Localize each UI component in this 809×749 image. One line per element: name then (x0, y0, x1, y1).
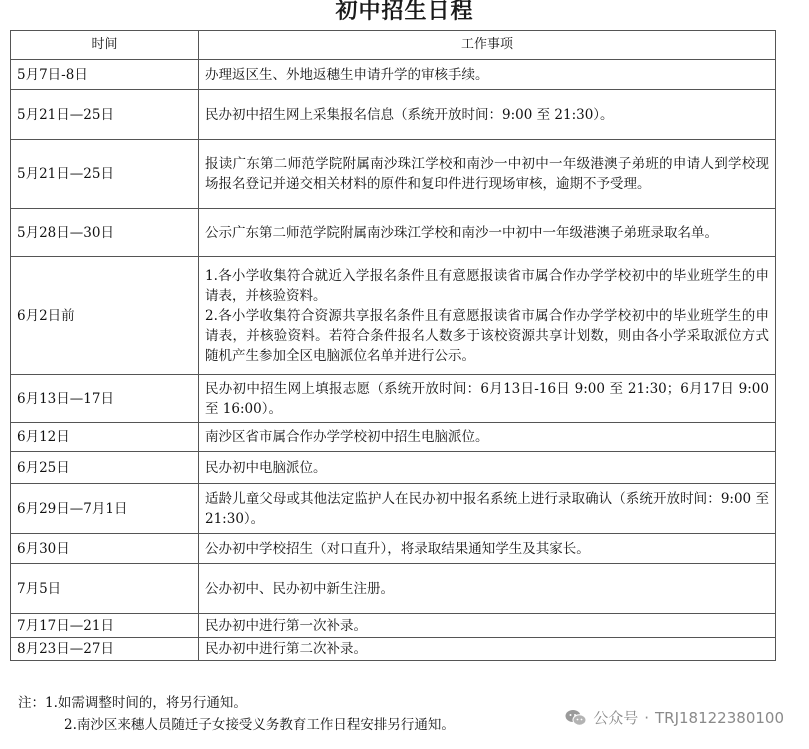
schedule-table (10, 30, 776, 661)
row-time: 5月21日—25日 (11, 140, 199, 209)
header-time: 时间 (11, 31, 199, 60)
row-time: 5月7日-8日 (11, 60, 199, 90)
row-time: 7月17日—21日 (11, 614, 199, 638)
table-row (11, 257, 776, 375)
row-task: 办理返区生、外地返穗生申请升学的审核手续。 (199, 60, 776, 90)
table-row (11, 614, 776, 638)
table-row (11, 452, 776, 484)
row-task: 适龄儿童父母或其他法定监护人在民办初中报名系统上进行录取确认（系统开放时间：9:00 至 21:30）。 (199, 484, 776, 534)
row-time: 8月23日—27日 (11, 638, 199, 661)
page-title: 初中招生日程 (335, 0, 474, 24)
table-row (11, 564, 776, 614)
row-task: 民办初中进行第二次补录。 (199, 638, 776, 661)
task-item: 1.各小学收集符合就近入学报名条件且有意愿报读省市属合作办学学校初中的毕业班学生的申请表，并核验资料。 (205, 267, 769, 304)
note-line: 注：1.如需调整时间的，将另行通知。 (18, 695, 247, 711)
table-row (11, 90, 776, 140)
row-time: 7月5日 (11, 564, 199, 614)
row-task: 公示广东第二师范学院附属南沙珠江学校和南沙一中初中一年级港澳子弟班录取名单。 (199, 209, 776, 257)
row-task: 民办初中进行第一次补录。 (199, 614, 776, 638)
table-row (11, 484, 776, 534)
row-time: 5月28日—30日 (11, 209, 199, 257)
note-line: 2.南沙区来穗人员随迁子女接受义务教育工作日程安排另行通知。 (64, 717, 455, 733)
row-time: 5月21日—25日 (11, 90, 199, 140)
table-header-row (11, 31, 776, 60)
table-row (11, 375, 776, 423)
row-task: 报读广东第二师范学院附属南沙珠江学校和南沙一中初中一年级港澳子弟班的申请人到学校现场报名登记并递交相关材料的原件和复印件进行现场审核，逾期不予受理。 (199, 140, 776, 209)
row-task: 公办初中学校招生（对口直升），将录取结果通知学生及其家长。 (199, 534, 776, 564)
row-task: 民办初中招生网上填报志愿（系统开放时间：6月13日-16日 9:00 至 21:30；6月17日 9:00 至 16:00）。 (199, 375, 776, 423)
row-time: 6月12日 (11, 423, 199, 452)
row-task: 民办初中招生网上采集报名信息（系统开放时间：9:00 至 21:30）。 (199, 90, 776, 140)
watermark-account: TRJ18122380100 (655, 708, 784, 727)
watermark (565, 707, 784, 728)
row-task: 民办初中电脑派位。 (199, 452, 776, 484)
table-row (11, 638, 776, 661)
wechat-icon (565, 709, 587, 727)
row-time: 6月13日—17日 (11, 375, 199, 423)
notes (18, 692, 455, 736)
row-time: 6月29日—7月1日 (11, 484, 199, 534)
row-time: 6月2日前 (11, 257, 199, 375)
watermark-separator: · (644, 708, 649, 727)
row-time: 6月25日 (11, 452, 199, 484)
row-time: 6月30日 (11, 534, 199, 564)
row-task: 南沙区省市属合作办学学校初中招生电脑派位。 (199, 423, 776, 452)
table-row (11, 209, 776, 257)
table-row (11, 140, 776, 209)
row-task (199, 257, 776, 375)
header-task: 工作事项 (199, 31, 776, 60)
row-task: 公办初中、民办初中新生注册。 (199, 564, 776, 614)
table-row (11, 534, 776, 564)
task-item: 2.各小学收集符合资源共享报名条件且有意愿报读省市属合作办学学校初中的毕业班学生的申请表，并核验资料。若符合条件报名人数多于该校资源共享计划数，则由各小学采取派位方式随机产生参加全区电脑派位名单并进行公示。 (205, 307, 769, 364)
table-row (11, 423, 776, 452)
watermark-label: 公众号 (593, 709, 639, 727)
table-row (11, 60, 776, 90)
